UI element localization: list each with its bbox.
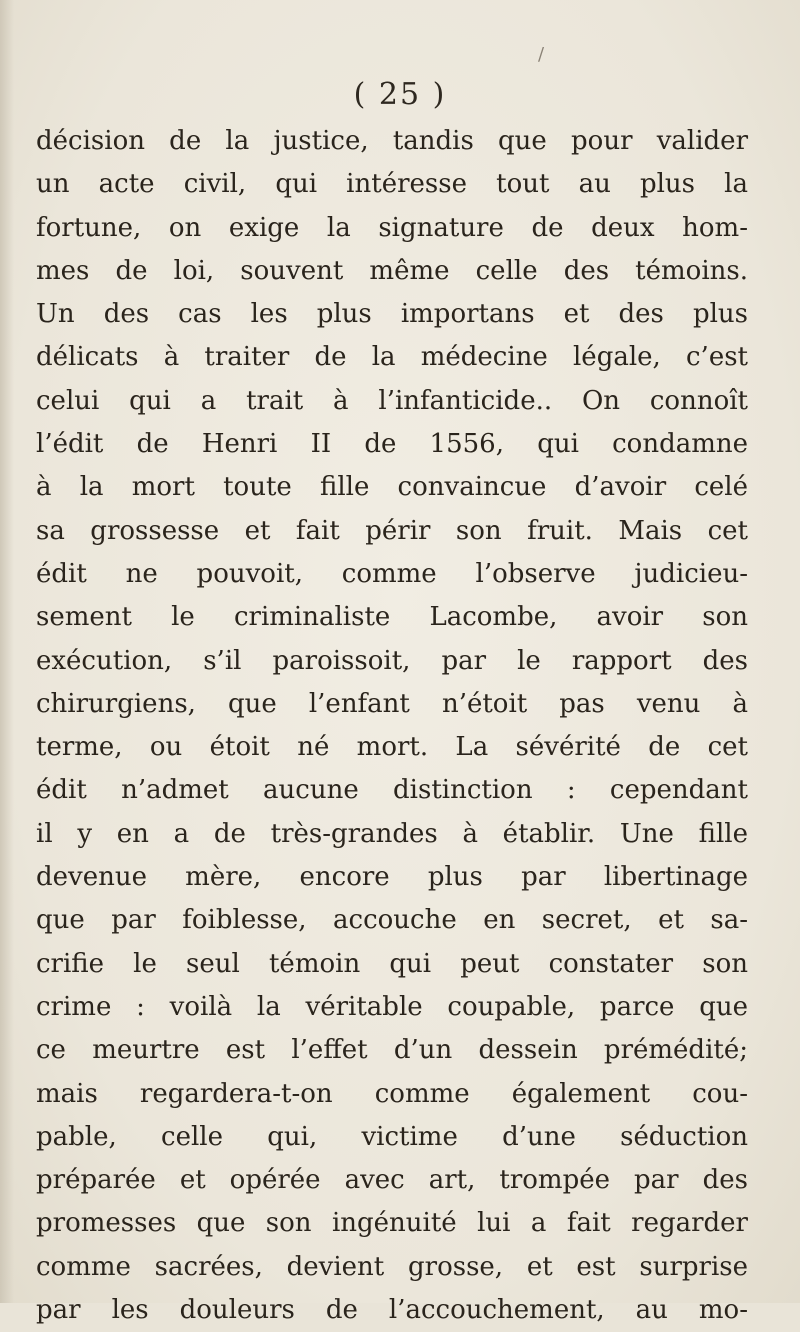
text-line: par les douleurs de l’accouchement, au mo- [36, 1295, 748, 1326]
text-line: comme sacrées, devient grosse, et est surprise [36, 1251, 748, 1282]
text-line: crime : voilà la véritable coupable, parce que [36, 991, 748, 1022]
text-line: terme, ou étoit né mort. La sévérité de cet [36, 732, 748, 763]
text-line: chirurgiens, que l’enfant n’étoit pas venu à [36, 688, 748, 719]
text-line: Un des cas les plus importans et des plus [36, 299, 748, 330]
text-line: pable, celle qui, victime d’une séduction [36, 1121, 748, 1152]
text-line: crifie le seul témoin qui peut constater son [36, 948, 748, 979]
text-line: devenue mère, encore plus par libertinage [36, 862, 748, 893]
text-line: ce meurtre est l’effet d’un dessein prémédité; [36, 1035, 748, 1066]
page-number: ( 25 ) [353, 77, 447, 112]
text-line: édit ne pouvoit, comme l’observe judicieu- [36, 558, 748, 589]
text-line: un acte civil, qui intéresse tout au plus la [36, 169, 748, 200]
text-line: décision de la justice, tandis que pour valider [36, 126, 748, 156]
text-line: sa grossesse et fait périr son fruit. Mais cet [36, 515, 748, 546]
corner-mark: / [538, 44, 545, 65]
text-line: il y en a de très-grandes à établir. Une fille [36, 818, 748, 849]
text-line: à la mort toute fille convaincue d’avoir celé [36, 472, 748, 503]
text-line: que par foiblesse, accouche en secret, et sa- [36, 905, 748, 936]
text-line: mes de loi, souvent même celle des témoins. [36, 255, 748, 286]
text-line: délicats à traiter de la médecine légale, c’est [36, 342, 748, 373]
text-line: l’édit de Henri II de 1556, qui condamne [36, 429, 748, 460]
text-line: sement le criminaliste Lacombe, avoir son [36, 602, 748, 633]
text-line: mais regardera-t-on comme également cou- [36, 1078, 748, 1109]
page-gutter-shadow [0, 0, 14, 1303]
text-line: promesses que son ingénuité lui a fait regarder [36, 1208, 748, 1239]
text-line: préparée et opérée avec art, trompée par des [36, 1165, 748, 1196]
text-line: édit n’admet aucune distinction : cependant [36, 775, 748, 806]
body-text [36, 120, 748, 1332]
text-line: celui qui a trait à l’infanticide.. On connoît [36, 385, 748, 416]
text-line: exécution, s’il paroissoit, par le rapport des [36, 645, 748, 676]
text-line: fortune, on exige la signature de deux hom- [36, 212, 748, 243]
